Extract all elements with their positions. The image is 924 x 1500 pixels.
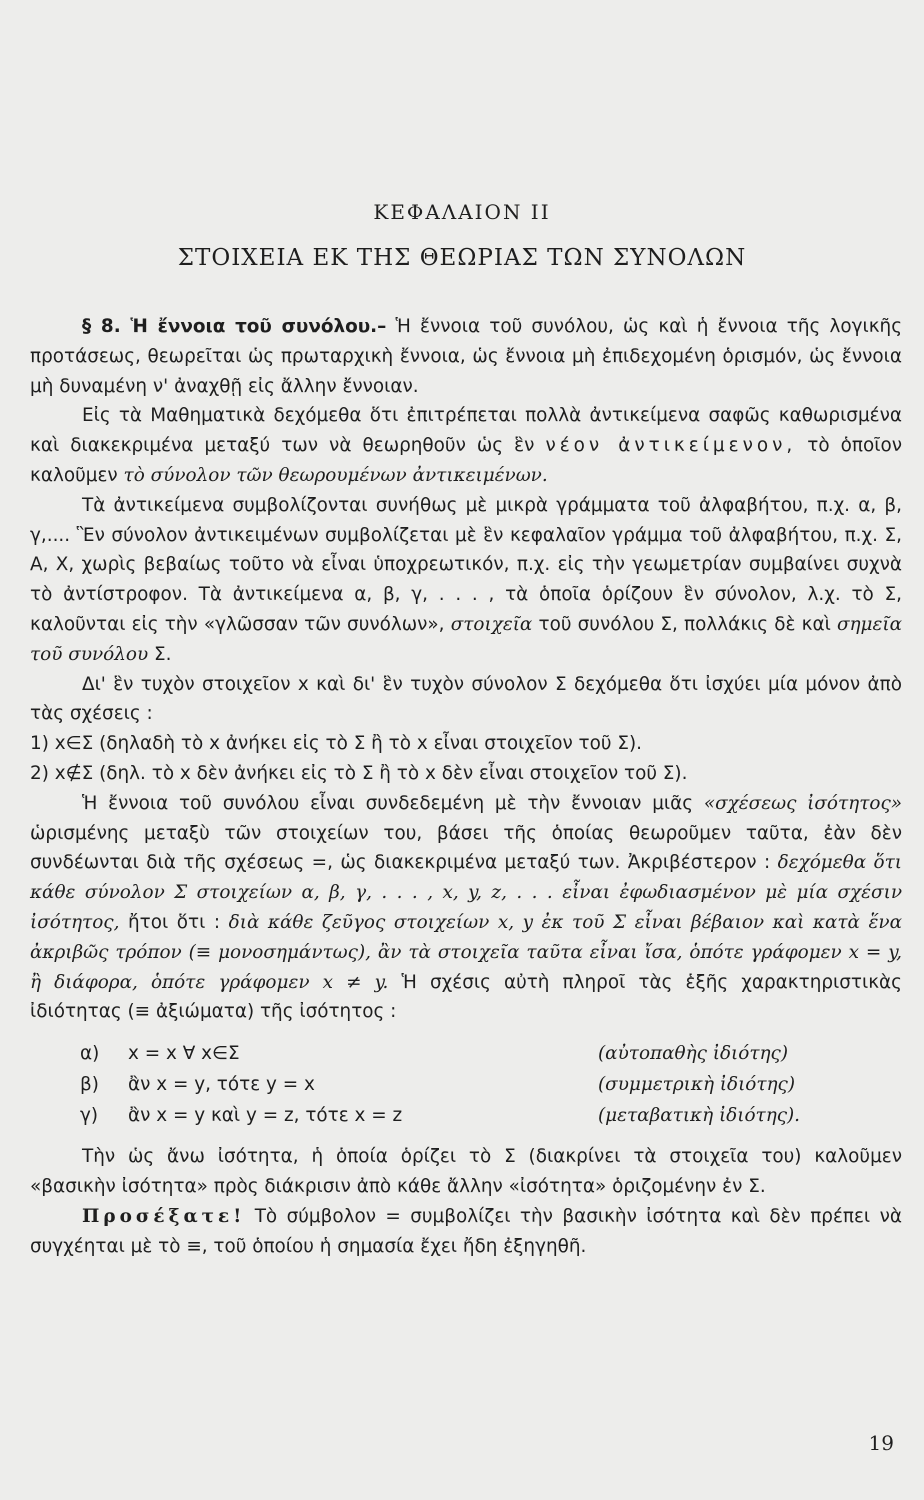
- axiom-formula: x = x ∀ x∈Σ: [128, 1043, 240, 1065]
- paragraph-text: ἤτοι ὅτι :: [128, 911, 221, 933]
- paragraph-text: Ἡ ἔννοια τοῦ συνόλου εἶναι συνδεδεμένη μὲ τὴν ἔννοιαν μιᾶς: [82, 792, 694, 814]
- axiom-name: (συμμετρικὴ ἰδιότης): [598, 1074, 796, 1096]
- axiom-label: α): [80, 1043, 100, 1065]
- paragraph-text: Εἰς τὰ Μαθηματικὰ δεχόμεθα ὅτι ἐπιτρέπεται πολλὰ ἀντικείμενα σαφῶς καθωρισμένα καὶ διακεκριμένα μεταξύ των νὰ θεωρηθοῦν ὡς ἓν: [30, 405, 902, 457]
- paragraph-basic-equality: Τὴν ὡς ἄνω ἰσότητα, ἡ ὁποία ὁρίζει τὸ Σ (διακρίνει τὰ στοιχεῖα του) καλοῦμεν «βασικὴν ἰσότητα» πρὸς διάκρισιν ἀπὸ κάθε ἄλλην «ἰσότητα» ὁριζομένην ἐν Σ.: [30, 1146, 902, 1197]
- list-item: 2) x∉Σ (δηλ. τὸ x δὲν ἀνήκει εἰς τὸ Σ ἢ τὸ x δὲν εἶναι στοιχεῖον τοῦ Σ).: [30, 762, 688, 784]
- list-item: 1) x∈Σ (δηλαδὴ τὸ x ἀνήκει εἰς τὸ Σ ἢ τὸ x εἶναι στοιχεῖον τοῦ Σ).: [30, 733, 643, 755]
- paragraph-text: Σ.: [154, 643, 172, 665]
- chapter-heading: ΚΕΦΑΛΑΙΟΝ ΙΙ: [373, 200, 551, 224]
- paragraph-equality: [30, 789, 902, 1027]
- section-body: [30, 312, 902, 1261]
- axiom-row: [80, 1070, 902, 1101]
- note-heading: Προσέξατε!: [82, 1205, 246, 1227]
- axiom-label: γ): [80, 1105, 99, 1127]
- axiom-formula: ἂν x = y καὶ y = z, τότε x = z: [128, 1105, 403, 1127]
- italic-term: «σχέσεως ἰσότητος»: [703, 792, 902, 814]
- paragraph-text: Ἡ σχέσις αὐτὴ πληροῖ τὰς ἑξῆς χαρακτηριστικὰς ἰδιότητας (≡ ἀξιώματα) τῆς ἰσότητος :: [30, 971, 902, 1023]
- paragraph-text: τοῦ συνόλου Σ, πολλάκις δὲ καὶ: [538, 613, 831, 635]
- axiom-label: β): [80, 1074, 99, 1096]
- paragraph-text: Ἡ ἔννοια τοῦ συνόλου, ὡς καὶ ἡ ἔννοια τῆς λογικῆς προτάσεως, θεωρεῖται ὡς πρωταρχικὴ ἔννοια, ὡς ἔννοια μὴ ἐπιδεχομένη ὁρισμόν, ὡς ἔννοια μὴ δυναμένη ν' ἀναχθῇ εἰς ἄλλην ἔννοιαν.: [30, 316, 903, 397]
- note-text: Τὸ σύμβολον = συμβολίζει τὴν βασικὴν ἰσότητα καὶ δὲν πρέπει νὰ συγχέηται μὲ τὸ ≡, τοῦ ὁποίου ἡ σημασία ἔχει ἤδη ἐξηγηθῆ.: [30, 1205, 902, 1257]
- axiom-name: (αὐτοπαθὴς ἰδιότης): [598, 1043, 788, 1065]
- spaced-term: νέον ἀντικείμενον,: [545, 435, 797, 457]
- paragraph-membership: Δι' ἓν τυχὸν στοιχεῖον x καὶ δι' ἓν τυχὸν σύνολον Σ δεχόμεθα ὅτι ἰσχύει μία μόνον ἀπὸ τὰς σχέσεις :: [30, 673, 902, 725]
- paragraph-note: [30, 1202, 902, 1262]
- paragraph-text: Τὰ ἀντικείμενα συμβολίζονται συνήθως μὲ μικρὰ γράμματα τοῦ ἀλφαβήτου, π.χ. α, β, γ,.... Ἓν σύνολον ἀντικειμένων συμβολίζεται μὲ ἓν κεφαλαῖον γράμμα τοῦ ἀλφαβήτου, π.χ. Σ, Α, Χ, χωρὶς βεβαίως τοῦτο νὰ εἶναι ὑποχρεωτικόν, π.χ. εἰς τὴν γεωμετρίαν συμβαίνει συχνὰ τὸ ἀντίστροφον. Τὰ ἀντικείμενα α, β, γ, . . . , τὰ ὁποῖα ὁρίζουν ἓν σύνολον, λ.χ. τὸ Σ, καλοῦνται εἰς τὴν «γλῶσσαν τῶν συνόλων»,: [30, 494, 902, 635]
- axiom-row: [80, 1101, 902, 1132]
- italic-term: τὸ σύνολον τῶν θεωρουμένων ἀντικειμένων.: [123, 464, 548, 486]
- page-number: 19: [868, 1431, 894, 1455]
- axiom-row: [80, 1039, 902, 1070]
- axiom-list: [80, 1039, 902, 1132]
- paragraph-intro: [30, 312, 902, 401]
- axiom-formula: ἂν x = y, τότε y = x: [128, 1074, 315, 1096]
- italic-term: δεχόμεθα ὅτι κάθε σύνολον Σ στοιχείων α, β, γ, . . . , x, y, z, . . . εἶναι ἐφωδιασμένον μὲ μία σχέσιν ἰσότητος,: [30, 852, 902, 933]
- paragraph-objects: [30, 401, 902, 490]
- section-heading: § 8. Ἡ ἔννοια τοῦ συνόλου.–: [82, 316, 387, 337]
- paragraph-text: ὡρισμένης μεταξὺ τῶν στοιχείων του, βάσει τῆς ὁποίας θεωροῦμεν ταῦτα, ἐὰν δὲν συνδέωνται διὰ τῆς σχέσεως =, ὡς διακεκριμένα μεταξύ των. Ἀκριβέστερον :: [30, 822, 902, 874]
- italic-term: διὰ κάθε ζεῦγος στοιχείων x, y ἐκ τοῦ Σ εἶναι βέβαιον καὶ κατὰ ἕνα ἀκριβῶς τρόπον (≡ μονοσημάντως), ἂν τὰ στοιχεῖα ταῦτα εἶναι ἴσα, ὁπότε γράφομεν x = y, ἢ διάφορα, ὁπότε γράφομεν x ≠ y.: [30, 911, 902, 993]
- axiom-name: (μεταβατικὴ ἰδιότης).: [598, 1105, 801, 1127]
- chapter-title: ΣΤΟΙΧΕΙΑ ΕΚ ΤΗΣ ΘΕΩΡΙΑΣ ΤΩΝ ΣΥΝΟΛΩΝ: [177, 245, 747, 271]
- italic-term: σημεῖα τοῦ συνόλου: [30, 613, 902, 665]
- italic-term: στοιχεῖα: [450, 613, 533, 635]
- paragraph-notation: [30, 491, 902, 670]
- paragraph-text: τὸ ὁποῖον καλοῦμεν: [30, 435, 902, 486]
